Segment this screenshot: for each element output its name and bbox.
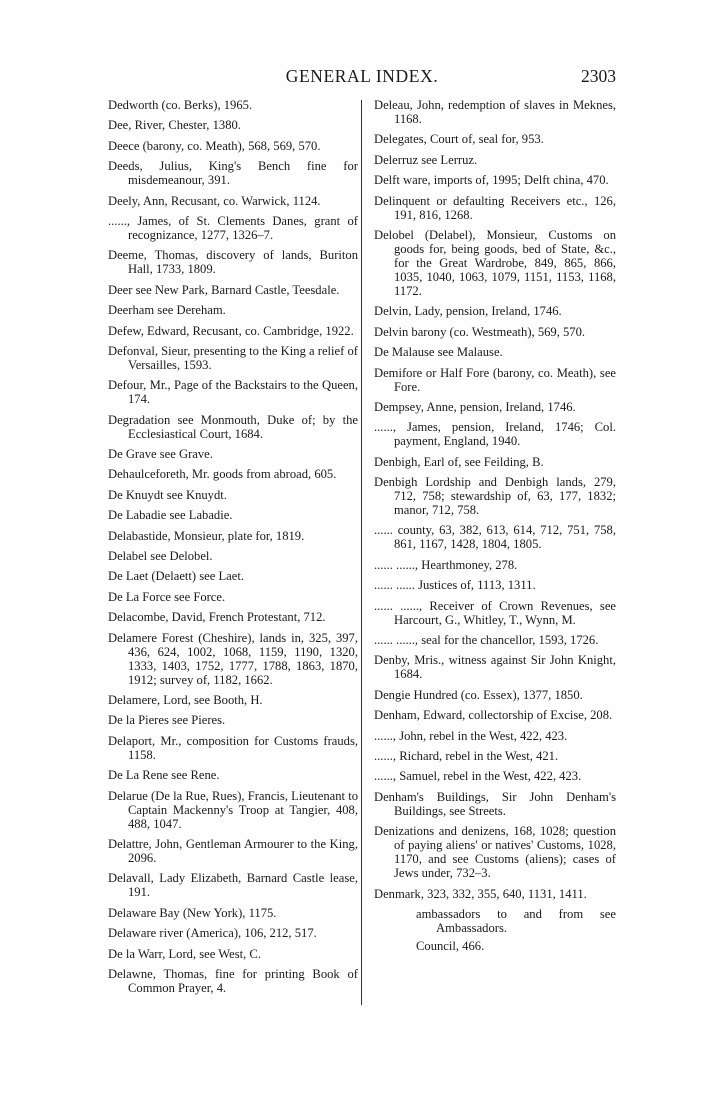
page-header xyxy=(108,66,616,88)
index-entry: ......, James, of St. Clements Danes, grant of recognizance, 1277, 1326–7. xyxy=(108,213,358,242)
index-entry: Denizations and denizens, 168, 1028; question of paying aliens' or natives' Customs, 1028, 1170, and see Customs (aliens); cases of Jews under, 732–3. xyxy=(374,824,616,881)
index-entry: Delinquent or defaulting Receivers etc., 126, 191, 816, 1268. xyxy=(374,193,616,222)
index-entry: Defour, Mr., Page of the Backstairs to the Queen, 174. xyxy=(108,378,358,407)
index-entry: Delabastide, Monsieur, plate for, 1819. xyxy=(108,528,305,543)
index-entry: De Labadie see Labadie. xyxy=(108,508,233,523)
index-entry: Delamere Forest (Cheshire), lands in, 325, 397, 436, 624, 1002, 1068, 1159, 1190, 1320, 1333, 1403, 1752, 1777, 1788, 1863, 1870, 1912; survey of, 1182, 1662. xyxy=(108,630,358,687)
index-entry: De Grave see Grave. xyxy=(108,447,213,462)
index-subentry: Council, 466. xyxy=(416,938,485,953)
index-entry: Degradation see Monmouth, Duke of; by the Ecclesiastical Court, 1684. xyxy=(108,412,358,441)
index-entry: De Laet (Delaett) see Laet. xyxy=(108,569,244,584)
index-entry: Deleau, John, redemption of slaves in Meknes, 1168. xyxy=(374,98,616,126)
index-entry: De Malause see Malause. xyxy=(374,345,503,360)
index-entry: ...... ......, Receiver of Crown Revenues, see Harcourt, G., Whitley, T., Wynn, M. xyxy=(374,598,616,627)
index-entry: Delobel (Delabel), Monsieur, Customs on goods for, being goods, bed of State, &c., for the Great Wardrobe, 849, 865, 866, 1035, 1040, 1063, 1079, 1151, 1153, 1168, 1172. xyxy=(374,227,616,298)
index-subentry: ambassadors to and from see Ambassadors. xyxy=(416,906,616,935)
index-entry: Dengie Hundred (co. Essex), 1377, 1850. xyxy=(374,687,583,702)
index-entry: Delacombe, David, French Protestant, 712. xyxy=(108,610,326,625)
index-entry: Denmark, 323, 332, 355, 640, 1131, 1411. xyxy=(374,886,587,901)
index-entry: Denham's Buildings, Sir John Denham's Buildings, see Streets. xyxy=(374,789,616,818)
index-entry: Delaware river (America), 106, 212, 517. xyxy=(108,926,317,941)
index-entry: ......, Samuel, rebel in the West, 422, 423. xyxy=(374,769,582,784)
index-entry: Defonval, Sieur, presenting to the King a relief of Versailles, 1593. xyxy=(108,343,358,372)
index-entry: Demifore or Half Fore (barony, co. Meath), see Fore. xyxy=(374,365,616,394)
index-entry: Delarue (De la Rue, Rues), Francis, Lieutenant to Captain Mackenny's Troop at Tangier, 408, 488, 1047. xyxy=(108,788,358,831)
page-number: 2303 xyxy=(581,66,616,86)
index-entry: Dehaulceforeth, Mr. goods from abroad, 605. xyxy=(108,467,337,482)
index-entry: Dempsey, Anne, pension, Ireland, 1746. xyxy=(374,399,576,414)
index-entry: ......, Richard, rebel in the West, 421. xyxy=(374,748,559,763)
index-column-right xyxy=(374,98,616,957)
index-entry: Delaport, Mr., composition for Customs frauds, 1158. xyxy=(108,733,358,762)
index-entry: Denbigh Lordship and Denbigh lands, 279, 712, 758; stewardship of, 63, 177, 1832; manor, 712, 758. xyxy=(374,475,616,518)
index-entry: ......, James, pension, Ireland, 1746; Col. payment, England, 1940. xyxy=(374,420,616,449)
index-entry: Delerruz see Lerruz. xyxy=(374,152,478,167)
index-entry: Deeds, Julius, King's Bench fine for misdemeanour, 391. xyxy=(108,159,358,188)
index-entry: Defew, Edward, Recusant, co. Cambridge, 1922. xyxy=(108,323,354,338)
index-entry: Dedworth (co. Berks), 1965. xyxy=(108,98,253,112)
index-entry: Delawne, Thomas, fine for printing Book of Common Prayer, 4. xyxy=(108,966,358,995)
index-entry: Delvin barony (co. Westmeath), 569, 570. xyxy=(374,324,586,339)
index-entry: ...... ...... Justices of, 1113, 1311. xyxy=(374,578,536,593)
index-entry: De La Force see Force. xyxy=(108,589,226,604)
index-entry: Deely, Ann, Recusant, co. Warwick, 1124. xyxy=(108,193,321,208)
index-entry: ...... ......, seal for the chancellor, 1593, 1726. xyxy=(374,633,599,648)
index-entry: Delvin, Lady, pension, Ireland, 1746. xyxy=(374,304,562,319)
index-entry: Delegates, Court of, seal for, 953. xyxy=(374,132,544,147)
index-entry: Delavall, Lady Elizabeth, Barnard Castle lease, 191. xyxy=(108,871,358,900)
index-entry: De la Pieres see Pieres. xyxy=(108,713,226,728)
index-entry: ...... county, 63, 382, 613, 614, 712, 751, 758, 861, 1167, 1428, 1804, 1805. xyxy=(374,523,616,552)
index-entry: Dee, River, Chester, 1380. xyxy=(108,118,241,133)
index-entry: Deer see New Park, Barnard Castle, Teesdale. xyxy=(108,282,340,297)
index-entry: Delft ware, imports of, 1995; Delft china, 470. xyxy=(374,173,609,188)
index-entry: De La Rene see Rene. xyxy=(108,768,220,783)
page-title: GENERAL INDEX. xyxy=(285,66,439,86)
index-entry: Delattre, John, Gentleman Armourer to the King, 2096. xyxy=(108,836,358,865)
index-entry: Deece (barony, co. Meath), 568, 569, 570. xyxy=(108,138,321,153)
index-entry: De la Warr, Lord, see West, C. xyxy=(108,946,261,961)
index-entry: Delamere, Lord, see Booth, H. xyxy=(108,692,263,707)
index-entry: Delaware Bay (New York), 1175. xyxy=(108,905,277,920)
index-entry: Delabel see Delobel. xyxy=(108,549,213,564)
index-entry: Denby, Mris., witness against Sir John Knight, 1684. xyxy=(374,653,616,682)
index-entry: ...... ......, Hearthmoney, 278. xyxy=(374,557,518,572)
column-divider xyxy=(361,100,362,1005)
index-entry: ......, John, rebel in the West, 422, 423. xyxy=(374,728,568,743)
index-column-left xyxy=(108,98,358,1001)
index-entry: De Knuydt see Knuydt. xyxy=(108,487,227,502)
index-entry: Deerham see Dereham. xyxy=(108,303,226,318)
index-entry: Denbigh, Earl of, see Feilding, B. xyxy=(374,454,544,469)
index-entry: Deeme, Thomas, discovery of lands, Buriton Hall, 1733, 1809. xyxy=(108,248,358,277)
index-entry: Denham, Edward, collectorship of Excise, 208. xyxy=(374,708,613,723)
